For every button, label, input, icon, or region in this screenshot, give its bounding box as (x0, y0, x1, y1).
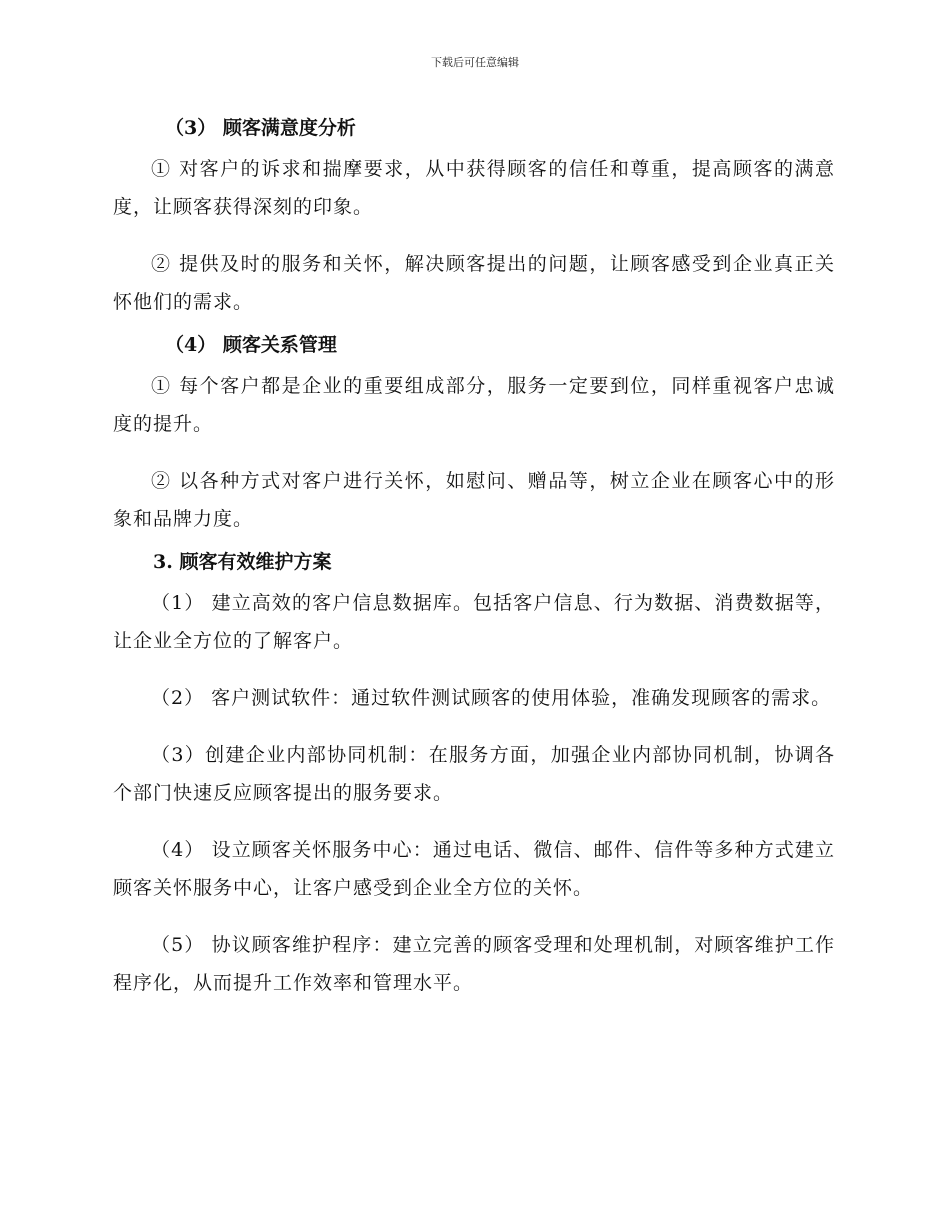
paragraph: （4） 设立顾客关怀服务中心：通过电话、微信、邮件、信件等多种方式建立顾客关怀服务中心，让客户感受到企业全方位的关怀。 (113, 839, 835, 899)
paragraph: （5） 协议顾客维护程序：建立完善的顾客受理和处理机制，对顾客维护工作程序化，从而提升工作效率和管理水平。 (113, 934, 835, 994)
paragraph: ① 对客户的诉求和揣摩要求，从中获得顾客的信任和尊重，提高顾客的满意度，让顾客获得深刻的印象。 (113, 158, 835, 218)
document-body (113, 110, 835, 1008)
paragraph: （1） 建立高效的客户信息数据库。包括客户信息、行为数据、消费数据等，让企业全方位的了解客户。 (113, 592, 835, 652)
section-heading-relationship: （4） 顾客关系管理 (165, 334, 337, 356)
paragraph: ② 提供及时的服务和关怀，解决顾客提出的问题，让顾客感受到企业真正关怀他们的需求。 (113, 253, 835, 313)
paragraph: （3）创建企业内部协同机制：在服务方面，加强企业内部协同机制，协调各个部门快速反应顾客提出的服务要求。 (113, 744, 835, 804)
paragraph: （2） 客户测试软件：通过软件测试顾客的使用体验，准确发现顾客的需求。 (151, 687, 832, 709)
paragraph: ② 以各种方式对客户进行关怀，如慰问、赠品等，树立企业在顾客心中的形象和品牌力度。 (113, 470, 835, 530)
paragraph: ① 每个客户都是企业的重要组成部分，服务一定要到位，同样重视客户忠诚度的提升。 (113, 375, 835, 435)
page-header: 下载后可任意编辑 (431, 56, 519, 69)
section-heading-maintenance-plan: 3. 顾客有效维护方案 (153, 551, 332, 573)
section-heading-satisfaction: （3） 顾客满意度分析 (165, 117, 356, 139)
